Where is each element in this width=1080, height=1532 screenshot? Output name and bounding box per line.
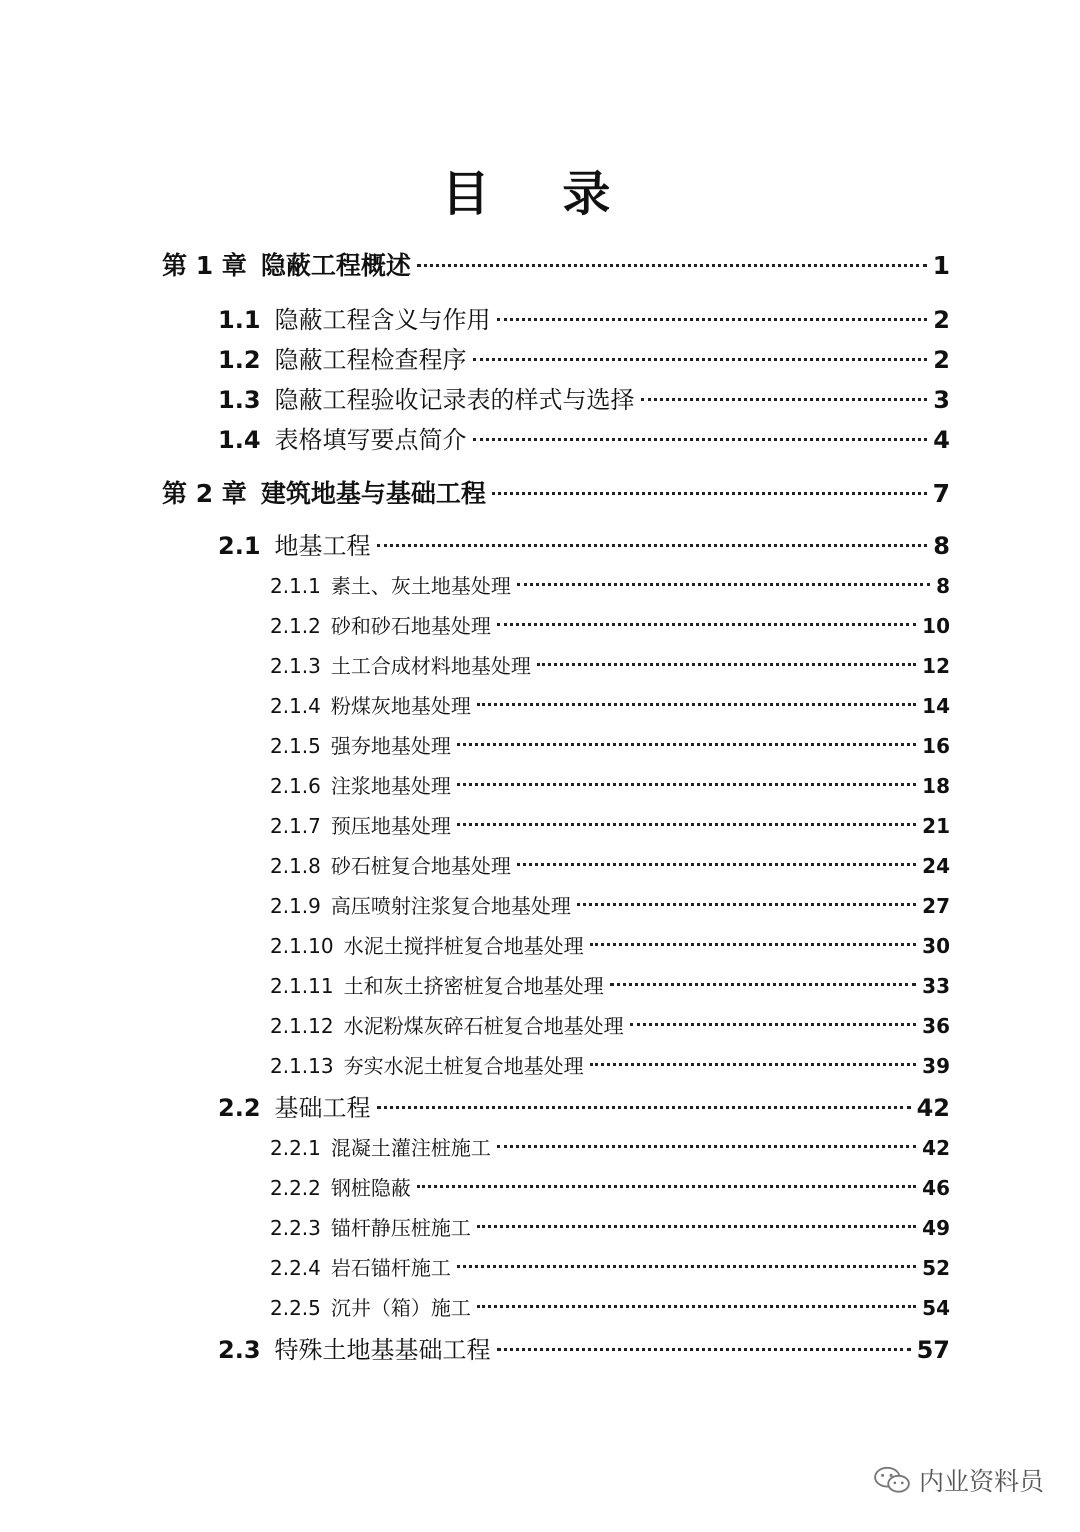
toc-entry-page: 46 — [922, 1176, 950, 1200]
toc-leader-dots — [497, 1145, 916, 1148]
toc-leader-dots — [497, 318, 928, 321]
toc-entry-number: 2.1.5 — [270, 734, 321, 758]
toc-entry-label: 注浆地基处理 — [330, 774, 451, 798]
toc-entry-page: 57 — [916, 1336, 950, 1364]
toc-entry-2-3[interactable] — [218, 1332, 950, 1368]
toc-entry-label: 土工合成材料地基处理 — [330, 654, 531, 678]
toc-entry-label: 粉煤灰地基处理 — [330, 694, 471, 718]
toc-entry-number: 2.1 — [218, 532, 261, 560]
toc-entry-number: 2.1.12 — [270, 1014, 334, 1038]
toc-leader-dots — [517, 583, 930, 586]
toc-entry-2-2-4[interactable] — [270, 1250, 950, 1286]
toc-entry-number: 2.2 — [218, 1094, 261, 1122]
toc-entry-number: 第 2 章 — [162, 479, 247, 508]
toc-title: 目 录 — [441, 166, 639, 222]
toc-entry-number: 2.1.6 — [270, 774, 321, 798]
toc-entry-label: 表格填写要点简介 — [274, 426, 467, 454]
toc-leader-dots — [457, 1265, 916, 1268]
toc-entry-1-4[interactable] — [218, 422, 950, 458]
wechat-icon — [873, 1465, 911, 1495]
toc-entry-number: 2.1.10 — [270, 934, 334, 958]
toc-entry-label: 建筑地基与基础工程 — [260, 479, 486, 508]
toc-entry-label: 锚杆静压桩施工 — [330, 1216, 471, 1240]
toc-entry-number: 2.2.1 — [270, 1136, 321, 1160]
toc-entry-2-1-9[interactable] — [270, 888, 950, 924]
toc-entry-2-2[interactable] — [218, 1090, 950, 1126]
toc-entry-2-1-10[interactable] — [270, 928, 950, 964]
toc-entry-page: 42 — [916, 1094, 950, 1122]
toc-entry-page: 4 — [933, 426, 950, 454]
toc-entry-label: 特殊土地基基础工程 — [274, 1336, 491, 1364]
toc-entry-2-1-2[interactable] — [270, 608, 950, 644]
toc-entry-number: 2.2.3 — [270, 1216, 321, 1240]
toc-entry-label: 土和灰土挤密桩复合地基处理 — [343, 974, 604, 998]
toc-entry-page: 24 — [922, 854, 950, 878]
toc-entry-label: 预压地基处理 — [330, 814, 451, 838]
toc-entry-chapter-1[interactable] — [162, 248, 950, 284]
toc-entry-label: 素土、灰土地基处理 — [330, 574, 511, 598]
toc-entry-number: 2.1.3 — [270, 654, 321, 678]
toc-entry-2-1-5[interactable] — [270, 728, 950, 764]
toc-entry-number: 2.3 — [218, 1336, 261, 1364]
toc-entry-page: 8 — [936, 574, 950, 598]
toc-entry-1-3[interactable] — [218, 382, 950, 418]
toc-leader-dots — [590, 943, 917, 946]
toc-leader-dots — [473, 358, 928, 361]
toc-entry-label: 岩石锚杆施工 — [330, 1256, 451, 1280]
toc-entry-page: 3 — [933, 386, 950, 414]
toc-entry-number: 2.1.1 — [270, 574, 321, 598]
toc-entry-label: 沉井（箱）施工 — [330, 1296, 471, 1320]
toc-entry-2-1-6[interactable] — [270, 768, 950, 804]
toc-entry-label: 水泥粉煤灰碎石桩复合地基处理 — [343, 1014, 624, 1038]
toc-entry-label: 隐蔽工程含义与作用 — [274, 306, 491, 334]
toc-entry-number: 1.1 — [218, 306, 261, 334]
toc-leader-dots — [377, 544, 928, 547]
toc-leader-dots — [577, 903, 916, 906]
toc-entry-label: 砂石桩复合地基处理 — [330, 854, 511, 878]
toc-entry-number: 2.1.9 — [270, 894, 321, 918]
toc-entry-number: 2.1.8 — [270, 854, 321, 878]
toc-entry-page: 8 — [933, 532, 950, 560]
watermark-text: 内业资料员 — [918, 1467, 1044, 1496]
toc-leader-dots — [457, 823, 916, 826]
toc-entry-page: 10 — [922, 614, 950, 638]
toc-entry-number: 2.1.2 — [270, 614, 321, 638]
toc-leader-dots — [492, 492, 927, 495]
toc-leader-dots — [377, 1106, 911, 1109]
toc-entry-label: 隐蔽工程概述 — [260, 251, 411, 280]
toc-entry-2-1-12[interactable] — [270, 1008, 950, 1044]
toc-entry-2-2-2[interactable] — [270, 1170, 950, 1206]
toc-entry-number: 1.2 — [218, 346, 261, 374]
toc-leader-dots — [473, 438, 928, 441]
toc-entry-page: 2 — [933, 346, 950, 374]
toc-leader-dots — [497, 1348, 911, 1351]
toc-entry-page: 14 — [922, 694, 950, 718]
toc-entry-label: 隐蔽工程验收记录表的样式与选择 — [274, 386, 635, 414]
toc-entry-page: 39 — [922, 1054, 950, 1078]
toc-entry-page: 18 — [922, 774, 950, 798]
toc-entry-label: 夯实水泥土桩复合地基处理 — [343, 1054, 584, 1078]
watermark — [873, 1462, 1044, 1498]
toc-entry-2-1-3[interactable] — [270, 648, 950, 684]
toc-leader-dots — [590, 1063, 917, 1066]
toc-entry-number: 2.2.4 — [270, 1256, 321, 1280]
toc-entry-number: 2.1.13 — [270, 1054, 334, 1078]
toc-entry-2-1-7[interactable] — [270, 808, 950, 844]
toc-leader-dots — [417, 1185, 916, 1188]
toc-entry-number: 第 1 章 — [162, 251, 247, 280]
toc-entry-label: 强夯地基处理 — [330, 734, 451, 758]
toc-entry-number: 2.1.4 — [270, 694, 321, 718]
toc-entry-page: 33 — [922, 974, 950, 998]
toc-entry-page: 54 — [922, 1296, 950, 1320]
toc-entry-number: 2.1.11 — [270, 974, 334, 998]
toc-leader-dots — [477, 703, 916, 706]
toc-entry-2-2-3[interactable] — [270, 1210, 950, 1246]
toc-entry-label: 基础工程 — [274, 1094, 371, 1122]
toc-entry-2-2-5[interactable] — [270, 1290, 950, 1326]
toc-leader-dots — [457, 783, 916, 786]
toc-entry-page: 21 — [922, 814, 950, 838]
toc-entry-page: 42 — [922, 1136, 950, 1160]
toc-entry-2-1-1[interactable] — [270, 568, 950, 604]
toc-entry-page: 30 — [922, 934, 950, 958]
toc-entry-label: 钢桩隐蔽 — [330, 1176, 411, 1200]
toc-entry-page: 52 — [922, 1256, 950, 1280]
toc-entry-page: 49 — [922, 1216, 950, 1240]
toc-entry-number: 2.2.5 — [270, 1296, 321, 1320]
toc-entry-page: 27 — [922, 894, 950, 918]
toc-entry-1-2[interactable] — [218, 342, 950, 378]
toc-entry-1-1[interactable] — [218, 302, 950, 338]
toc-entry-2-1-4[interactable] — [270, 688, 950, 724]
toc-leader-dots — [477, 1305, 916, 1308]
toc-leader-dots — [630, 1023, 917, 1026]
toc-entry-page: 16 — [922, 734, 950, 758]
toc-entry-page: 1 — [932, 251, 950, 280]
toc-entry-label: 水泥土搅拌桩复合地基处理 — [343, 934, 584, 958]
toc-entry-page: 7 — [932, 479, 950, 508]
toc-leader-dots — [417, 264, 927, 267]
toc-entry-page: 2 — [933, 306, 950, 334]
toc-entry-page: 36 — [922, 1014, 950, 1038]
toc-leader-dots — [457, 743, 916, 746]
toc-entry-label: 隐蔽工程检查程序 — [274, 346, 467, 374]
toc-entry-number: 2.1.7 — [270, 814, 321, 838]
toc-entry-label: 混凝土灌注桩施工 — [330, 1136, 491, 1160]
toc-entry-label: 砂和砂石地基处理 — [330, 614, 491, 638]
toc-entry-number: 1.3 — [218, 386, 261, 414]
toc-entry-page: 12 — [922, 654, 950, 678]
toc-entry-2-1-13[interactable] — [270, 1048, 950, 1084]
toc-entry-number: 2.2.2 — [270, 1176, 321, 1200]
toc-entry-label: 高压喷射注浆复合地基处理 — [330, 894, 571, 918]
toc-entry-label: 地基工程 — [274, 532, 371, 560]
toc-entry-2-1-8[interactable] — [270, 848, 950, 884]
toc-leader-dots — [641, 398, 928, 401]
toc-entry-2-2-1[interactable] — [270, 1130, 950, 1166]
toc-leader-dots — [517, 863, 916, 866]
toc-leader-dots — [477, 1225, 916, 1228]
toc-entry-chapter-2[interactable] — [162, 476, 950, 512]
toc-leader-dots — [610, 983, 917, 986]
toc-entry-2-1[interactable] — [218, 528, 950, 564]
toc-entry-number: 1.4 — [218, 426, 261, 454]
toc-leader-dots — [537, 663, 916, 666]
toc-leader-dots — [497, 623, 916, 626]
toc-entry-2-1-11[interactable] — [270, 968, 950, 1004]
